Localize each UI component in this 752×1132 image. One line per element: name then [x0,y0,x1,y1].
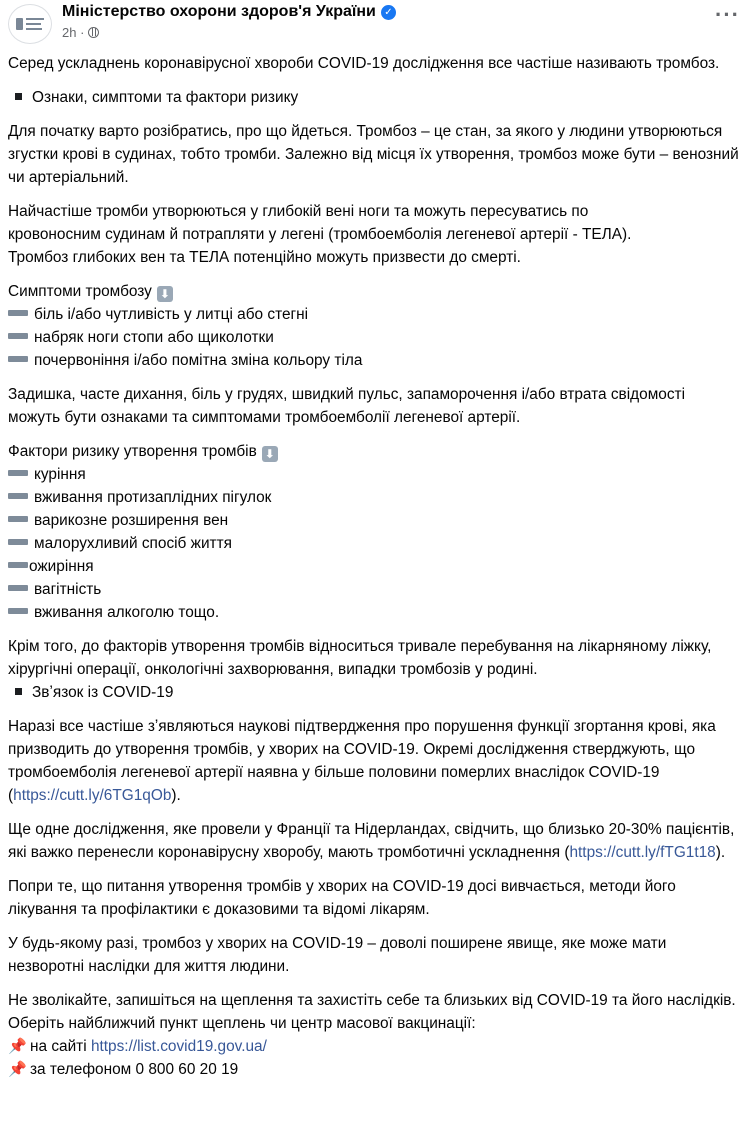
symptoms-list [8,303,740,372]
list-item: куріння [8,463,740,486]
dash-icon [8,356,28,362]
dash-icon [8,310,28,316]
symptoms-heading: Симптоми тромбозу ⬇ [8,280,740,303]
post-body [8,52,740,1081]
site-line: 📌 на сайті https://list.covid19.gov.ua/ [8,1035,740,1058]
list-item: вагітність [8,578,740,601]
list-item: вживання алкоголю тощо. [8,601,740,624]
pushpin-icon: 📌 [8,1038,27,1055]
risk-list [8,463,740,624]
risk-heading: Фактори ризику утворення тромбів ⬇ [8,440,740,463]
paragraph-intro: Серед ускладнень коронавірусної хвороби COVID-19 дослідження все частіше називають тромбоз. [8,55,720,72]
list-item: набряк ноги стопи або щиколотки [8,326,740,349]
vaccination-site-link[interactable]: https://list.covid19.gov.ua/ [90,1038,267,1055]
dash-icon [8,539,28,545]
dash-icon [8,333,28,339]
list-item: малорухливий спосіб життя [8,532,740,555]
dash-icon [8,585,28,591]
verified-badge-icon: ✓ [381,5,396,20]
pushpin-icon: 📌 [8,1061,27,1078]
down-arrow-icon: ⬇ [262,446,278,462]
dash-icon [8,470,28,476]
list-item: почервоніння і/або помітна зміна кольору тіла [8,349,740,372]
research-link-2[interactable]: https://cutt.ly/fTG1t18 [569,844,716,861]
page-name-link[interactable]: Міністерство охорони здоров'я України ✓ [62,3,396,21]
dash-icon [8,493,28,499]
globe-icon [88,27,99,38]
paragraph-definition: Для початку варто розібратись, про що йдеться. Тромбоз – це стан, за якого у людини утворюються згустки крові в судинах, тобто тромби. Залежно від місця їх утворення, тромбоз може бути – венозний чи артеріальний. [8,123,739,186]
paragraph-thrombi: Найчастіше тромби утворюються у глибокій вені ноги та можуть пересуватись по кровоносним судинам й потрапляти у легені (тромбоемболія легеневої артерії - ТЕЛА). Тромбоз глибоких вен та ТЕЛА потенційно можуть призвести до смерті. [8,203,632,266]
paragraph-research: Наразі все частіше зʼявляються наукові підтвердження про порушення функції згортання крові, яка призводить до утворення тромбів, у хворих на COVID-19. Окремі дослідження стверджують, що тромбоемболія легеневої артерії наявна у більше половини померлих внаслідок COVID-19 (https://cutt.ly/6TG1qOb). [8,718,716,804]
post-time[interactable]: 2h · [62,25,85,40]
paragraph-treatment: Попри те, що питання утворення тромбів у хворих на COVID-19 досі вивчається, методи його лікування та профілактики є доказовими та відомі лікарям. [8,878,676,918]
more-options-icon[interactable]: ··· [715,2,740,27]
list-item: вживання протизаплідних пігулок [8,486,740,509]
trident-emblem-icon [16,18,23,30]
dash-icon [8,608,28,614]
paragraph-consequences: У будь-якому разі, тромбоз у хворих на COVID-19 – доволі поширене явище, яке може мати незворотні наслідки для життя людини. [8,935,667,975]
bullet-square-icon [15,688,22,695]
bullet-square-icon [15,93,22,100]
list-item: біль і/або чутливість у литці або стегні [8,303,740,326]
down-arrow-icon: ⬇ [157,286,173,302]
section-heading-signs: Ознаки, симптоми та фактори ризику [8,86,740,109]
post-header [0,0,752,52]
paragraph-france-study: Ще одне дослідження, яке провели у Франції та Нідерландах, свідчить, що близько 20-30% пацієнтів, які важко перенесли коронавірусну хворобу, мають тромботичні ускладнення (https://cutt.ly/fTG1t18). [8,821,735,861]
list-item: варикозне розширення вен [8,509,740,532]
dash-icon [8,516,28,522]
post-meta [62,25,99,40]
list-item: ожиріння [8,555,740,578]
phone-line: 📌 за телефоном 0 800 60 20 19 [8,1058,740,1081]
paragraph-other-factors: Крім того, до факторів утворення тромбів відноситься тривале перебування на лікарняному ліжку, хірургічні операції, онкологічні захворювання, випадки тромбозів у родині. [8,638,712,678]
dash-icon [8,562,28,568]
section-heading-covid: Звʼязок із COVID-19 [8,681,740,704]
page-avatar[interactable] [8,4,52,44]
research-link-1[interactable]: https://cutt.ly/6TG1qOb [13,787,172,804]
paragraph-vaccination: Не зволікайте, запишіться на щеплення та захистіть себе та близьких від COVID-19 та його наслідків. Оберіть найближчий пункт щеплень чи центр масової вакцинації: [8,992,736,1032]
paragraph-pe-symptoms: Задишка, часте дихання, біль у грудях, швидкий пульс, запаморочення і/або втрата свідомості можуть бути ознаками та симптомами тромбоемболії легеневої артерії. [8,386,685,426]
